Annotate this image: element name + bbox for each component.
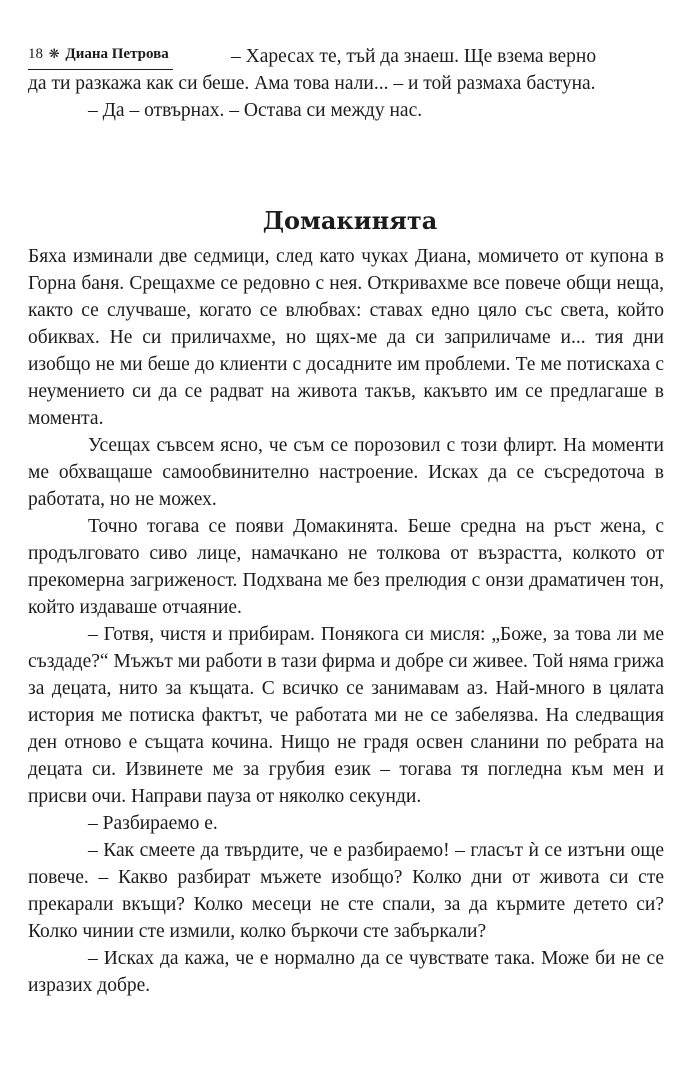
paragraph: – Исках да кажа, че е нормално да се чувствате така. Може би не се изразих добре. xyxy=(28,948,664,996)
paragraph: – Да – отвърнах. – Остава си между нас. xyxy=(88,100,423,121)
page-number: 18 xyxy=(28,46,43,62)
ornament-icon: ❋ xyxy=(48,46,60,61)
paragraph: Усещах съвсем ясно, че съм се порозовил с този флирт. На моменти ме обхващаше самообвинително настроение. Исках да се съсредоточа в работата, но не можех. xyxy=(28,435,664,510)
chapter-body xyxy=(28,243,664,999)
paragraph-line: – Харесах те, тъй да знаеш. Ще взема верно xyxy=(231,46,597,67)
paragraph: – Готвя, чистя и прибирам. Понякога си мисля: „Боже, за това ли ме създаде?“ Мъжът ми работи в тази фирма и добре си живее. Той няма грижа за децата, нито за къщата. С всичко се занимавам аз. Най-много в цялата история ме потиска фактът, че работата ми не се забелязва. На следващия ден отново е същата кочина. Нищо не градя освен сланини по ребрата на децата си. Извинете ме за грубия език – тогава тя погледна към мен и присви очи. Направи пауза от няколко секунди. xyxy=(28,624,664,807)
continued-text xyxy=(28,43,664,124)
paragraph xyxy=(231,43,664,70)
paragraph: Бяха изминали две седмици, след като чуках Диана, момичето от купона в Горна баня. Срещахме се редовно с нея. Откривахме все повече общи неща, както се случваше, когато се влюбвах: ставах едно цяло със света, който обиквах. Не си приличахме, но щях-ме да си заприличаме и... тия дни изобщо не ми беше до клиенти с досадните им проблеми. Те ме потискаха с неумението си да се радват на живота такъв, какъвто им се предлагаше в момента. xyxy=(28,246,664,429)
paragraph: да ти разкажа как си беше. Ама това нали... – и той размаха бастуна. xyxy=(28,73,596,94)
paragraph: – Как смеете да твърдите, че е разбираемо! – гласът ѝ се изтъни още повече. – Какво разбират мъжете изобщо? Колко дни от живота си сте прекарали вкъщи? Колко месеци не сте спали, за да кърмите детето си? Колко чинии сте измили, колко бъркочи сте забъркали? xyxy=(28,840,664,942)
paragraph: Точно тогава се появи Домакинята. Беше средна на ръст жена, с продълговато сиво лице, намачкано не толкова от възрастта, колкото от прекомерна загриженост. Подхвана ме без прелюдия с онзи драматичен тон, който издаваше отчаяние. xyxy=(28,516,664,618)
author-name: Диана Петрова xyxy=(65,46,169,62)
chapter-title: Домакинята xyxy=(262,206,438,235)
paragraph: – Разбираемо е. xyxy=(88,813,218,834)
